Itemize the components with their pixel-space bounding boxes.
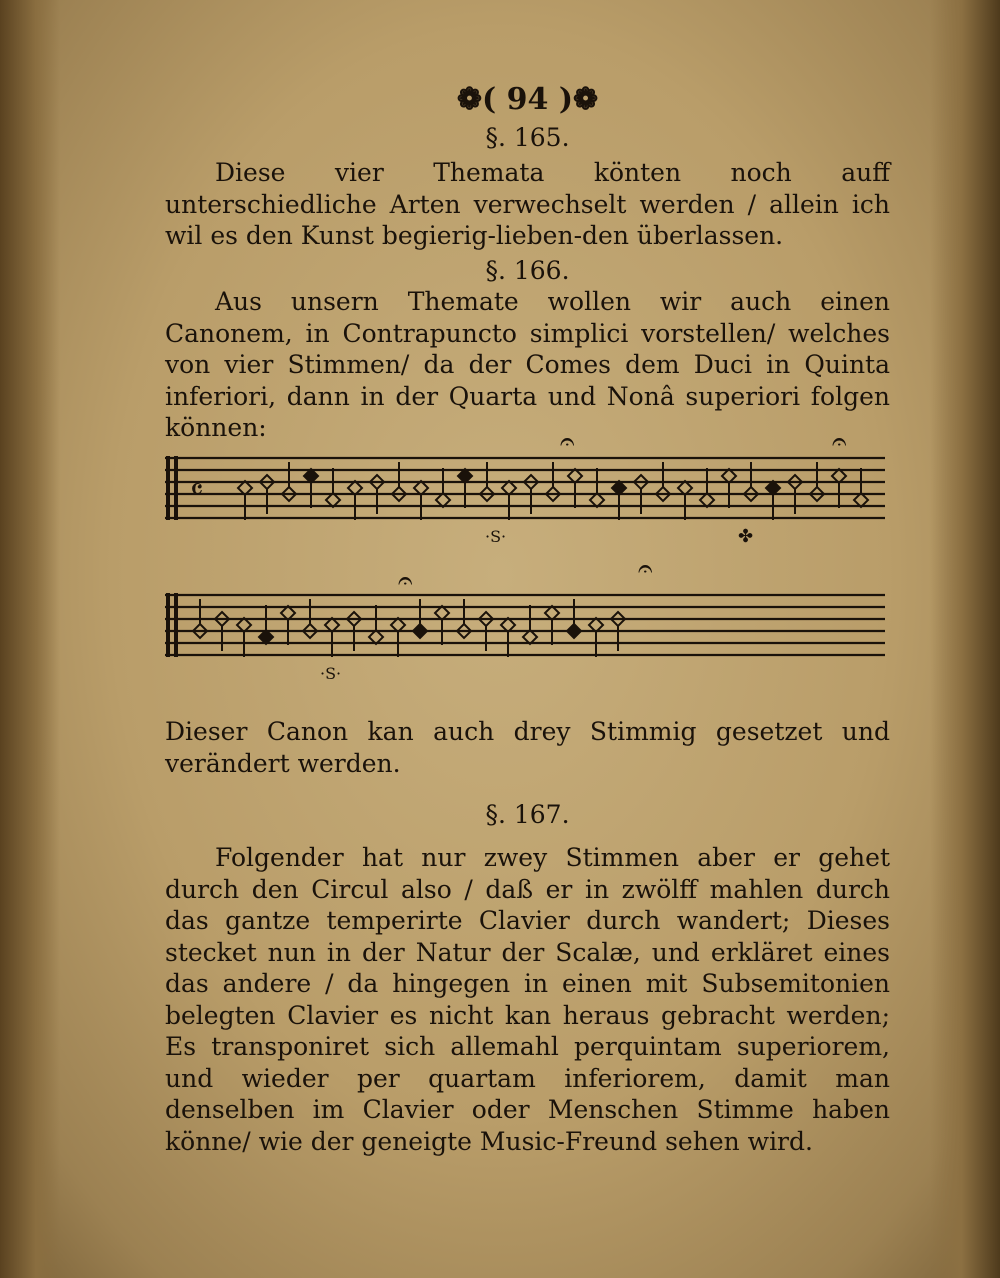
section-165-heading: §. 165. bbox=[485, 123, 570, 152]
note-head bbox=[414, 481, 428, 495]
note-head bbox=[458, 469, 472, 483]
page-gutter-left bbox=[0, 0, 60, 1278]
section-167-text: Folgender hat nur zwey Stimmen aber er gehet durch den Circul also / daß er in zwölff mahlen durch das gantze temperirte Clavier durch wandert; Dieses stecket nun in der Natur der Scalæ, und erkläret eines das andere / da hingegen in einen mit Subsemitonien belegten Clavier es nicht kan heraus gebracht werden; Es transponiret sich allemahl perquintam superiorem, und wieder per quartam inferiorem, damit man denselben im Clavier oder Menschen Stimme haben könne/ wie der geneigte Music-Freund sehen wird. bbox=[165, 843, 890, 1156]
note-head bbox=[612, 481, 626, 495]
note-head bbox=[326, 493, 340, 507]
section-166-heading: §. 166. bbox=[485, 256, 570, 285]
canon-note-text: Dieser Canon kan auch drey Stimmig gesetzet und verändert werden. bbox=[165, 717, 890, 778]
note-head bbox=[832, 469, 846, 483]
note-head bbox=[567, 624, 581, 638]
page-gutter-right bbox=[930, 0, 1000, 1278]
signum-mark: ·S· bbox=[485, 527, 507, 546]
signum-mark: ·S· bbox=[320, 664, 342, 683]
note-head bbox=[413, 624, 427, 638]
note-head bbox=[590, 493, 604, 507]
fermata-icon: 𝄐 bbox=[560, 427, 575, 457]
note-head bbox=[348, 481, 362, 495]
section-166-text: Aus unsern Themate wollen wir auch einen Canonem, in Contrapuncto simplici vorstellen/ welches von vier Stimmen/ da der Comes dem Duci in Quinta inferiori, dann in der Quarta und Nonâ superiori folgen können: bbox=[165, 287, 890, 442]
note-head bbox=[678, 481, 692, 495]
note-head bbox=[502, 481, 516, 495]
section-167-heading: §. 167. bbox=[485, 800, 570, 829]
page-number: ❁( 94 )❁ bbox=[456, 82, 599, 117]
note-head bbox=[854, 493, 868, 507]
ornament-right: ❁ bbox=[573, 82, 599, 117]
note-head bbox=[568, 469, 582, 483]
music-staff-1 bbox=[160, 420, 890, 550]
note-head bbox=[436, 493, 450, 507]
note-head bbox=[238, 481, 252, 495]
fermata-icon: 𝄐 bbox=[832, 427, 847, 457]
common-time-sign: 𝄴 bbox=[190, 473, 204, 508]
note-head bbox=[766, 481, 780, 495]
fermata-icon: 𝄐 bbox=[638, 555, 653, 584]
fermata-icon: 𝄐 bbox=[398, 566, 413, 596]
section-165-text: Diese vier Themata könten noch auff unterschiedliche Arten verwechselt werden / allein ich wil es den Kunst begierig-lieben-den überlassen. bbox=[165, 158, 890, 250]
note-head bbox=[722, 469, 736, 483]
ornament-left: ❁ bbox=[456, 82, 482, 117]
signum-congruentiae-icon: ✤ bbox=[738, 526, 754, 547]
note-head bbox=[700, 493, 714, 507]
music-staff-2 bbox=[160, 555, 890, 685]
note-head bbox=[304, 469, 318, 483]
